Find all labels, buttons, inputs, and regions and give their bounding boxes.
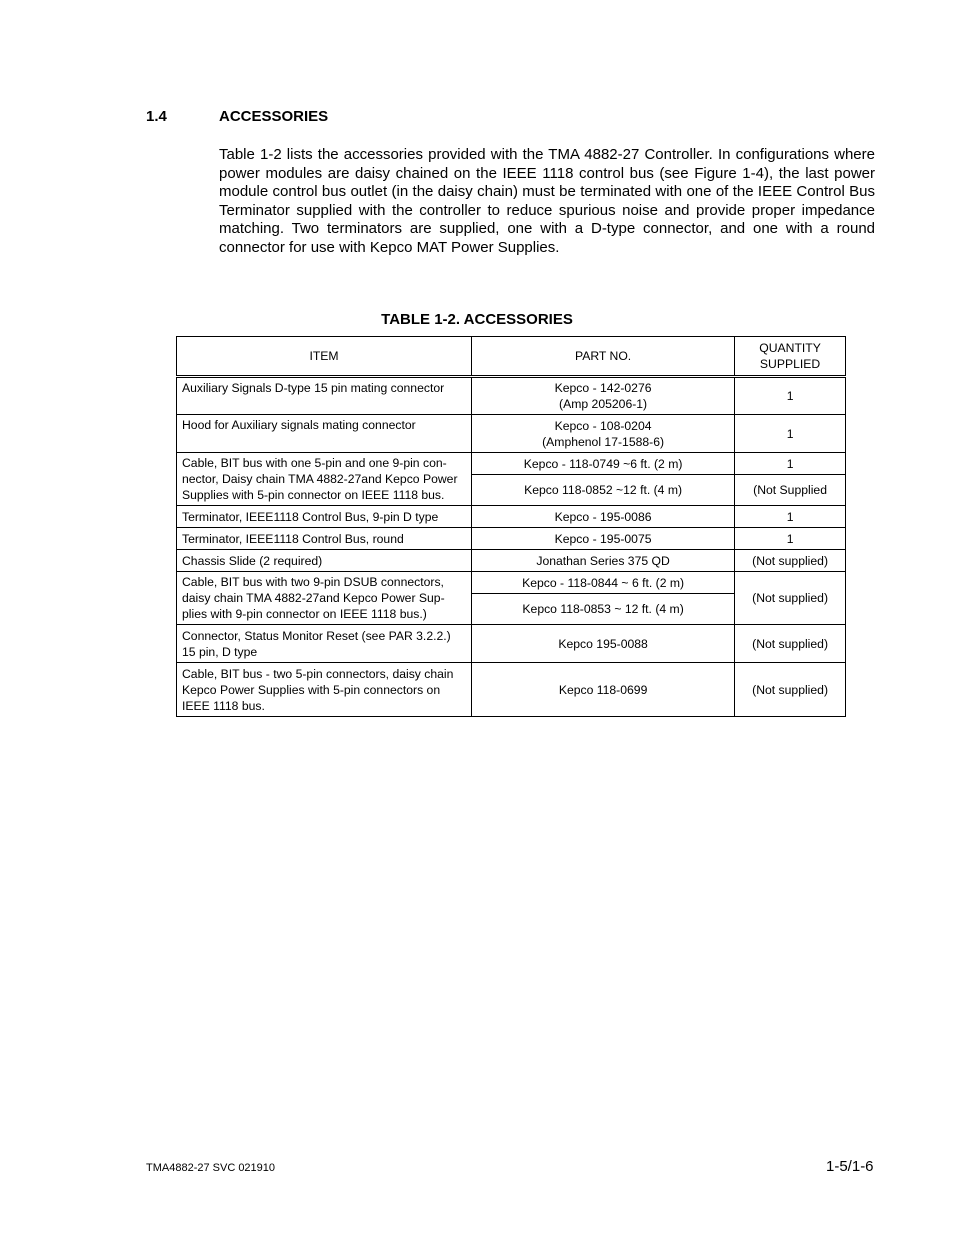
- cell-qty: (Not Supplied: [735, 475, 846, 506]
- cell-part: Kepco - 118-0749 ~6 ft. (2 m): [472, 453, 735, 475]
- footer-doc-id: TMA4882-27 SVC 021910: [146, 1162, 276, 1174]
- table-row: [177, 506, 846, 528]
- cell-item-line2: daisy chain TMA 4882-27and Kepco Power Sup-: [182, 591, 445, 605]
- cell-item-line1: Cable, BIT bus - two 5-pin connectors, daisy chain: [182, 666, 454, 681]
- cell-item-line3: plies with 9-pin connector on IEEE 1118 bus.): [182, 607, 427, 621]
- table-row: [177, 625, 846, 663]
- cell-item: [177, 572, 472, 625]
- header-quantity-line2: SUPPLIED: [759, 357, 821, 371]
- table-row: [177, 453, 846, 475]
- cell-part: Kepco 118-0853 ~ 12 ft. (4 m): [472, 594, 735, 625]
- cell-part: Kepco 118-0699: [472, 663, 735, 717]
- header-quantity: [735, 337, 846, 377]
- cell-item-line3: Supplies with 5-pin connector on IEEE 1118 bus.: [182, 488, 445, 502]
- cell-qty: 1: [735, 506, 846, 528]
- cell-qty: 1: [735, 377, 846, 415]
- cell-item: [177, 625, 472, 663]
- footer-page-number: 1-5/1-6: [826, 1158, 874, 1175]
- cell-item-line1: Cable, BIT bus with two 9-pin DSUB connectors,: [182, 575, 444, 589]
- table-row: [177, 528, 846, 550]
- cell-part: [472, 377, 735, 415]
- accessories-table: [176, 336, 846, 717]
- cell-qty: (Not supplied): [735, 625, 846, 663]
- cell-qty: 1: [735, 415, 846, 453]
- cell-part-line2: (Amp 205206-1): [559, 397, 648, 411]
- cell-qty: 1: [735, 453, 846, 475]
- cell-part-line1: Kepco - 108-0204: [554, 418, 652, 433]
- cell-item: Terminator, IEEE1118 Control Bus, round: [177, 528, 472, 550]
- section-paragraph: Table 1-2 lists the accessories provided with the TMA 4882-27 Controller. In configurations where power modules are daisy chained on the IEEE 1118 control bus (see Figure 1-4), the last power module control bus outlet (in the daisy chain) must be terminated with one of the IEEE Control Bus Terminator supplied with the controller to reduce spurious noise and provide proper impedance matching. Two terminators are supplied, one with a D-type connector, and one with a round connector for use with Kepco MAT Power Supplies.: [219, 146, 875, 256]
- cell-item: Chassis Slide (2 required): [177, 550, 472, 572]
- table-title: TABLE 1-2. ACCESSORIES: [381, 311, 573, 328]
- table-header-row: [177, 337, 846, 377]
- cell-item: [177, 453, 472, 506]
- table-row: [177, 377, 846, 415]
- cell-item-line1: Cable, BIT bus with one 5-pin and one 9-pin con-: [182, 456, 447, 470]
- cell-part: [472, 415, 735, 453]
- cell-item-line3: IEEE 1118 bus.: [182, 698, 265, 713]
- cell-item-line2: Kepco Power Supplies with 5-pin connectors on: [182, 682, 441, 697]
- header-part-no: PART NO.: [472, 337, 735, 377]
- cell-part-line1: Kepco - 142-0276: [554, 381, 652, 395]
- cell-item: Terminator, IEEE1118 Control Bus, 9-pin D type: [177, 506, 472, 528]
- cell-part: Kepco - 195-0086: [472, 506, 735, 528]
- cell-qty: (Not supplied): [735, 550, 846, 572]
- table-row: [177, 550, 846, 572]
- cell-part: Kepco - 195-0075: [472, 528, 735, 550]
- section-number: 1.4: [146, 108, 167, 125]
- cell-item: Auxiliary Signals D-type 15 pin mating connector: [177, 377, 472, 415]
- cell-item: Hood for Auxiliary signals mating connector: [177, 415, 472, 453]
- cell-qty: (Not supplied): [735, 663, 846, 717]
- section-title: ACCESSORIES: [219, 108, 329, 125]
- cell-qty: (Not supplied): [735, 572, 846, 625]
- header-quantity-line1: QUANTITY: [759, 341, 821, 355]
- cell-part: Jonathan Series 375 QD: [472, 550, 735, 572]
- cell-part: Kepco 195-0088: [472, 625, 735, 663]
- cell-part: Kepco - 118-0844 ~ 6 ft. (2 m): [472, 572, 735, 594]
- cell-item-line2: nector, Daisy chain TMA 4882-27and Kepco Power: [182, 472, 458, 486]
- table-row: [177, 415, 846, 453]
- cell-item: [177, 663, 472, 717]
- cell-item-line2: 15 pin, D type: [182, 644, 258, 659]
- cell-part: Kepco 118-0852 ~12 ft. (4 m): [472, 475, 735, 506]
- table-row: [177, 572, 846, 594]
- cell-qty: 1: [735, 528, 846, 550]
- cell-item-line1: Connector, Status Monitor Reset (see PAR 3.2.2.): [182, 628, 451, 643]
- table-row: [177, 663, 846, 717]
- header-item: ITEM: [177, 337, 472, 377]
- cell-part-line2: (Amphenol 17-1588-6): [542, 434, 665, 449]
